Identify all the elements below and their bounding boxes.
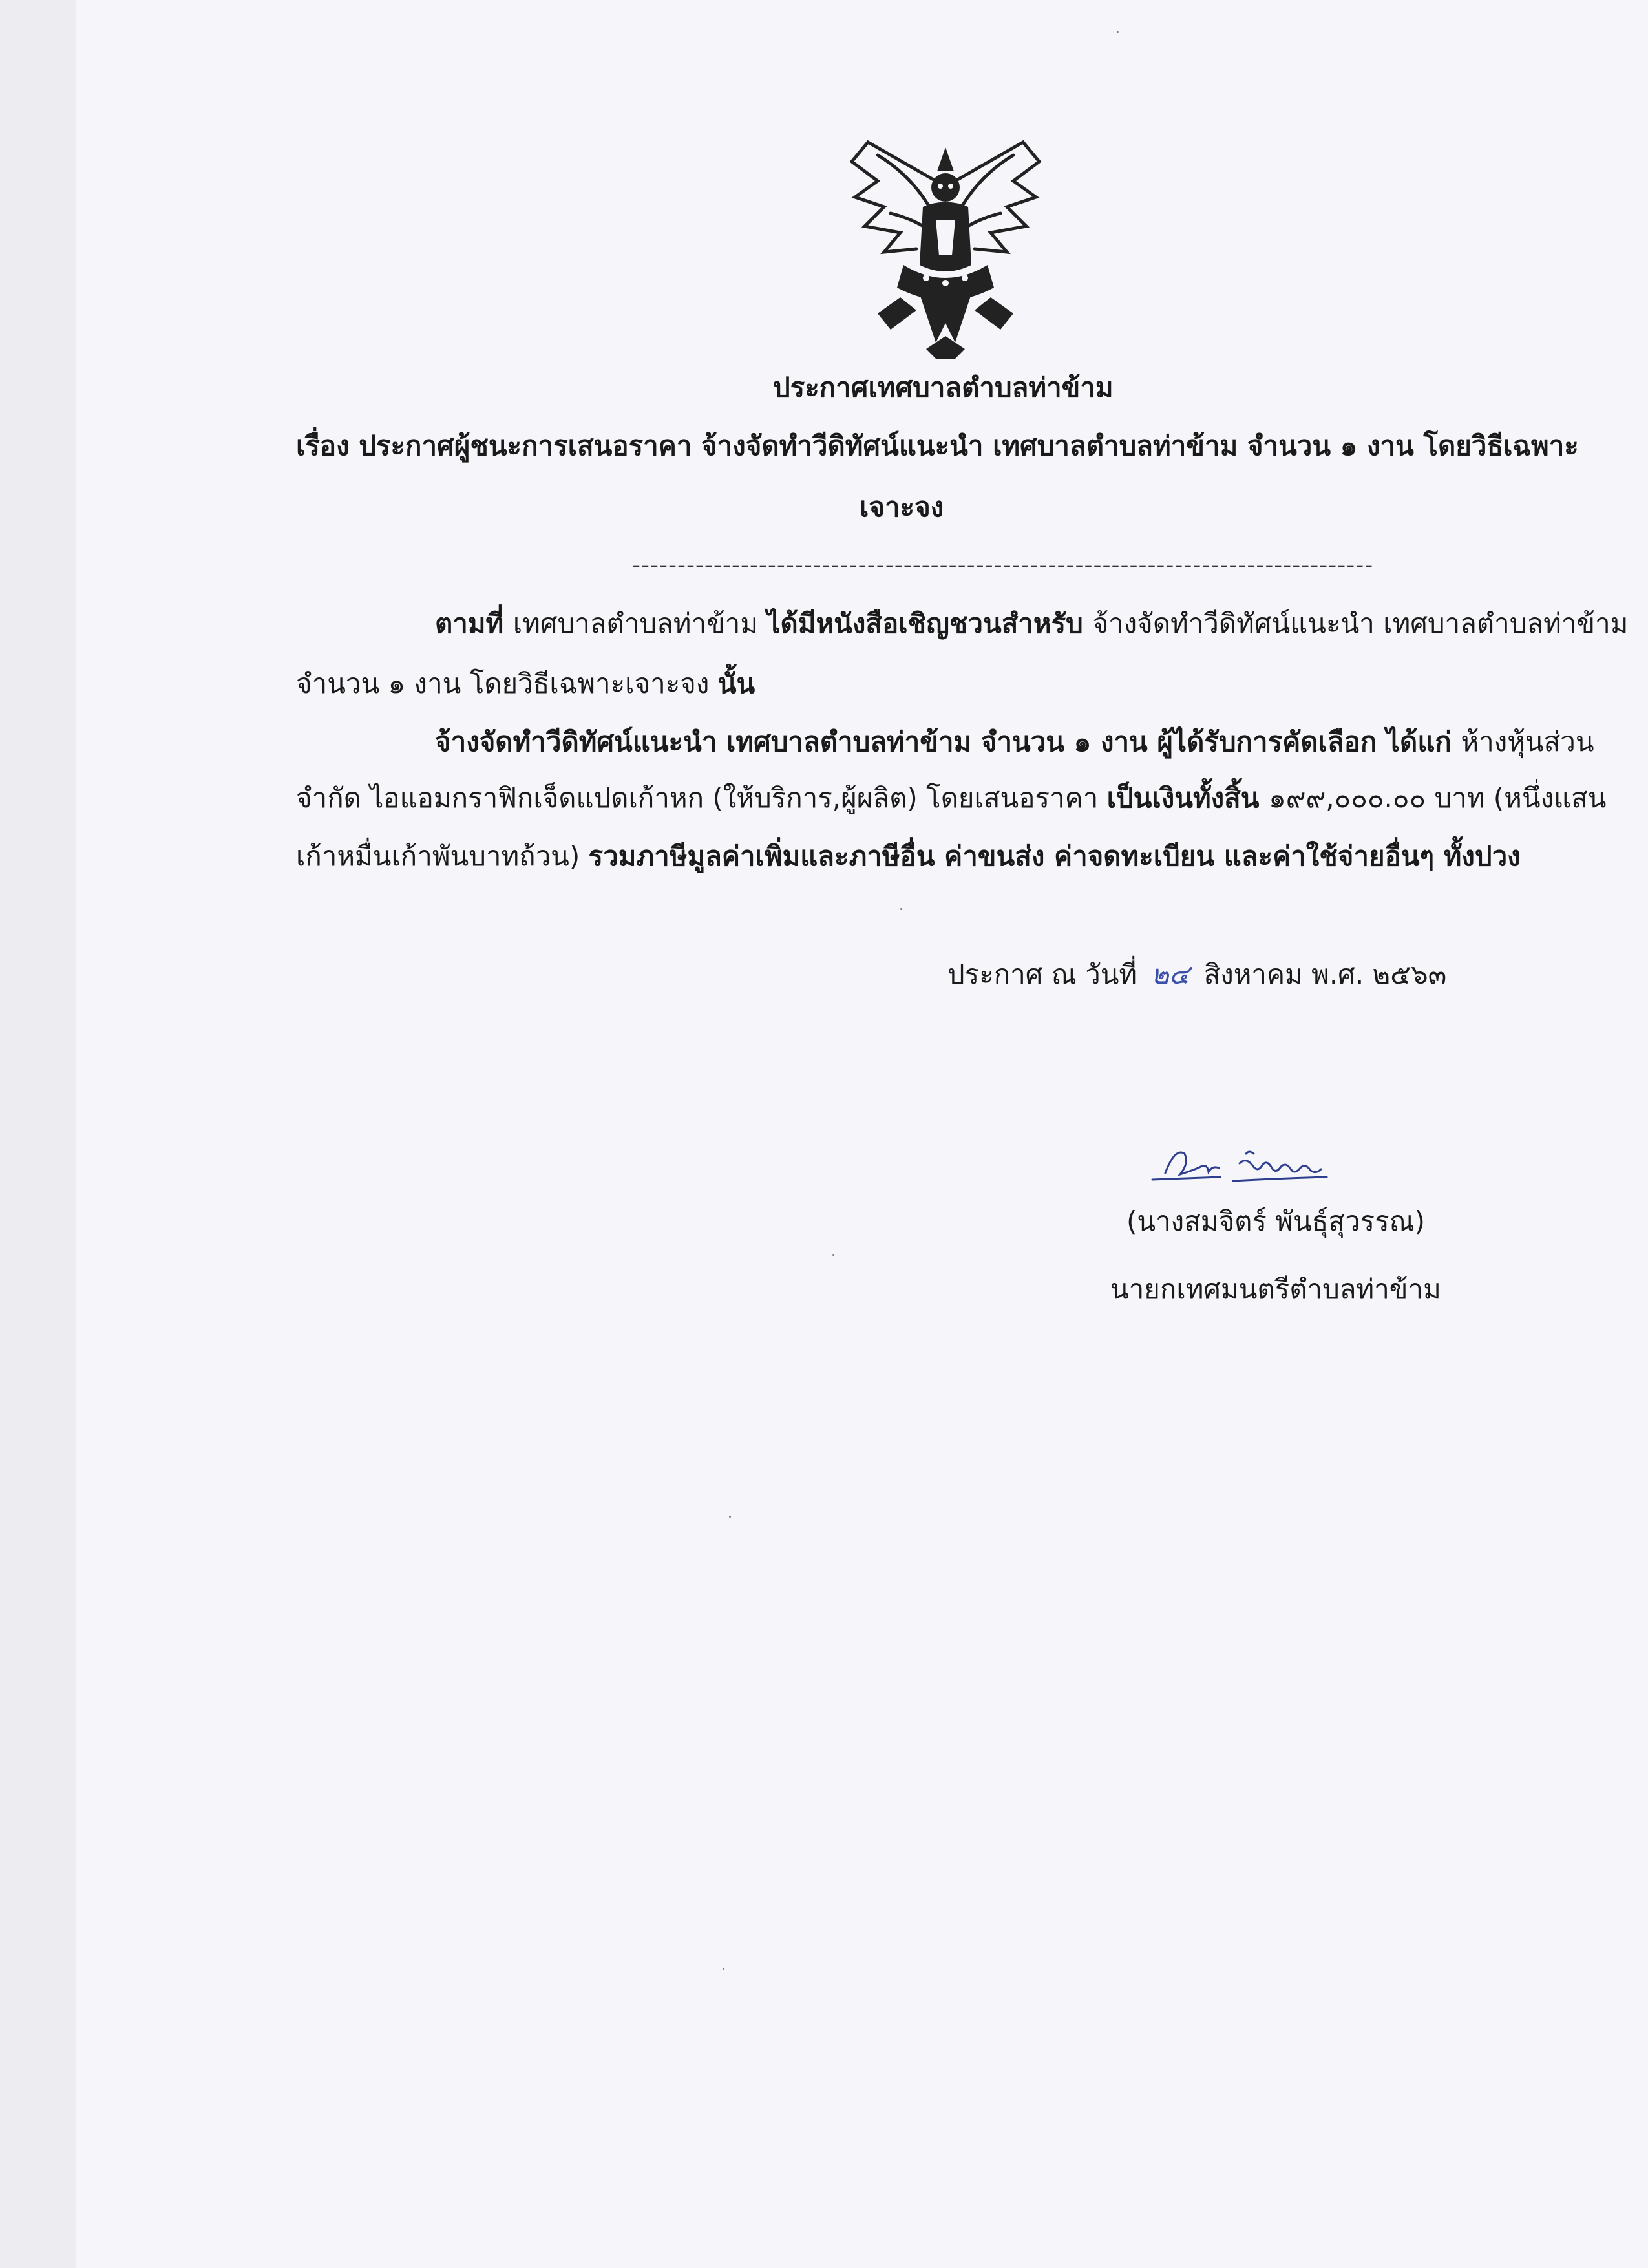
garuda-emblem-icon [839, 136, 1052, 368]
p2-text: โดยเสนอราคา [926, 782, 1107, 814]
scan-speck [832, 1254, 834, 1256]
handwritten-signature-icon [1149, 1134, 1362, 1196]
scan-speck [1117, 31, 1119, 33]
announcement-date [947, 955, 1446, 994]
p1-text: เทศบาลตำบลท่าข้าม [512, 608, 767, 639]
p2-text: ๑๙๙,๐๐๐.๐๐ บาท (หนึ่งแสน [1269, 782, 1607, 814]
p1-text: นั้น [717, 668, 755, 699]
subject-line-1: เรื่อง ประกาศผู้ชนะการเสนอราคา จ้างจัดทำวีดิทัศน์แนะนำ เทศบาลตำบลท่าข้าม จำนวน ๑ งาน โดยวิธีเฉพาะ [296, 430, 1579, 461]
p2-text: รวมภาษีมูลค่าเพิ่มและภาษีอื่น ค่าขนส่ง ค่าจดทะเบียน และค่าใช้จ่ายอื่นๆ ทั้งปวง [588, 840, 1521, 872]
document-page [76, 0, 1648, 2268]
paragraph-1-line-1 [435, 604, 1628, 643]
date-suffix: สิงหาคม พ.ศ. ๒๕๖๓ [1203, 959, 1447, 990]
p2-text: เป็นเงินทั้งสิ้น [1106, 782, 1269, 814]
separator-line: ---------------------------------------------------------------------------------- [632, 552, 1374, 578]
subject-line-2: เจาะจง [860, 491, 944, 523]
p2-text: เก้าหมื่นเก้าพันบาทถ้วน) [296, 840, 589, 872]
scan-speck [729, 1516, 731, 1518]
p2-text: ผู้ได้รับการคัดเลือก ได้แก่ [1157, 726, 1461, 758]
p2-text: จ้างจัดทำวีดิทัศน์แนะนำ เทศบาลตำบลท่าข้าม จำนวน ๑ งาน [435, 726, 1157, 758]
paragraph-2-line-2 [296, 779, 1607, 818]
scan-speck [900, 908, 902, 910]
scan-speck [723, 1968, 724, 1970]
date-day: ๒๔ [1151, 959, 1190, 990]
p1-text: ตามที่ [435, 608, 513, 639]
date-prefix: ประกาศ ณ วันที่ [947, 959, 1137, 990]
signer-name: (นางสมจิตร์ พันธุ์สุวรรณ) [1126, 1205, 1426, 1237]
announcement-title: ประกาศเทศบาลตำบลท่าข้าม [773, 372, 1114, 403]
paragraph-2-line-3 [296, 837, 1521, 876]
signer-position: นายกเทศมนตรีตำบลท่าข้าม [1110, 1273, 1441, 1305]
p2-text: ห้างหุ้นส่วน [1461, 726, 1594, 758]
p2-text: จำกัด ไอแอมกราฟิกเจ็ดแปดเก้าหก (ให้บริการ,ผู้ผลิต) [296, 782, 927, 814]
paragraph-1-line-2 [296, 664, 755, 703]
p1-text: จำนวน ๑ งาน โดยวิธีเฉพาะเจาะจง [296, 668, 718, 699]
paragraph-2-line-1 [435, 723, 1594, 761]
p1-text: จ้างจัดทำวีดิทัศน์แนะนำ เทศบาลตำบลท่าข้าม [1092, 608, 1629, 639]
p1-text: ได้มีหนังสือเชิญชวนสำหรับ [766, 608, 1093, 639]
